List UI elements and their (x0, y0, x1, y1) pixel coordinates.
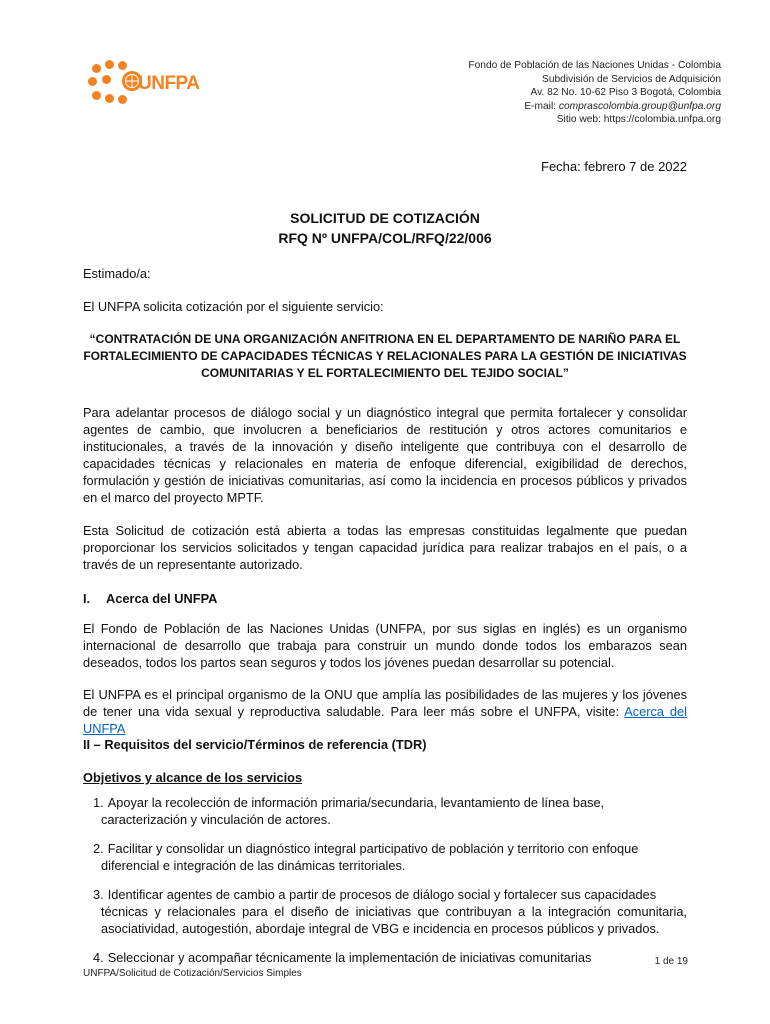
page-number: 1 de 19 (654, 956, 688, 967)
document-title: SOLICITUD DE COTIZACIÓN (290, 210, 480, 226)
org-address: Av. 82 No. 10-62 Piso 3 Bogotá, Colombia (530, 87, 721, 98)
email-label: E-mail: (524, 100, 559, 112)
org-name: Fondo de Población de las Naciones Unidas - Colombia (468, 60, 721, 71)
section-heading-requirements: II – Requisitos del servicio/Términos de referencia (TDR) (83, 737, 427, 752)
org-header (468, 59, 721, 127)
logo-wordmark: UNFPA (138, 73, 200, 94)
about-unfpa-link[interactable]: Acerca del UNFPA (83, 704, 687, 736)
list-item: 1. Apoyar la recolección de información primaria/secundaria, levantamiento de línea base, caracterización y vinculación de actores. (93, 795, 605, 827)
paragraph-about-unfpa: El Fondo de Población de las Naciones Unidas (UNFPA, por sus siglas en inglés) es un organismo internacional de desarrollo que trabaja para construir un mundo donde todos los embarazos sean deseados, todos los partos sean seguros y todos los jóvenes puedan desarrollar su potencial. (83, 621, 687, 670)
org-email[interactable]: comprascolombia.group@unfpa.org (558, 100, 721, 112)
org-website[interactable]: Sitio web: https://colombia.unfpa.org (556, 114, 721, 125)
list-item: 4. Seleccionar y acompañar técnicamente la implementación de iniciativas comunitarias (93, 950, 592, 965)
rfq-number: RFQ Nº UNFPA/COL/RFQ/22/006 (278, 230, 492, 246)
objectives-heading: Objetivos y alcance de los servicios (83, 770, 303, 785)
section-number: I. (83, 591, 91, 606)
section-label: Acerca del UNFPA (106, 591, 218, 606)
paragraph-eligibility: Esta Solicitud de cotización está abierta a todas las empresas constituidas legalmente que puedan proporcionar los servicios solicitados y tengan capacidad jurídica para realizar trabajos en el país, o a través de un representante autorizado. (83, 523, 687, 572)
paragraph-purpose: Para adelantar procesos de diálogo social y un diagnóstico integral que permita fortalecer y consolidar agentes de cambio, que involucren a beneficiarios de restitución y otros actores comunitarios e institucionales, a través de la innovación y diseño inteligente que contribuya con el desarrollo de capacidades técnicas y relacionales en materia de enfoque diferencial, exigibilidad de derechos, formulación y gestión de iniciativas comunitarias, así como la incidencia en procesos públicos y privados en el marco del proyecto MPTF. (83, 405, 687, 505)
list-item: 2. Facilitar y consolidar un diagnóstico integral participativo de población y territorio con enfoque diferencial e integración de las dinámicas territoriales. (93, 841, 639, 873)
service-title: “CONTRATACIÓN DE UNA ORGANIZACIÓN ANFITRIONA EN EL DEPARTAMENTO DE NARIÑO PARA EL FORTALECIMIENTO DE CAPACIDADES TÉCNICAS Y RELACIONALES PARA LA GESTIÓN DE INICIATIVAS COMUNITARIAS Y EL FORTALECIMIENTO DEL TEJIDO SOCIAL” (83, 332, 687, 380)
org-division: Subdivisión de Servicios de Adquisición (542, 73, 721, 85)
intro-text: El UNFPA solicita cotización por el siguiente servicio: (83, 299, 384, 314)
document-date: Fecha: febrero 7 de 2022 (541, 159, 687, 174)
greeting: Estimado/a: (83, 266, 151, 281)
paragraph-unfpa-mandate (83, 686, 687, 737)
org-email-line (468, 100, 721, 114)
paragraph-mandate-text: El UNFPA es el principal organismo de la ONU que amplía las posibilidades de las mujeres y los jóvenes de tener una vida sexual y reproductiva saludable. Para leer más sobre el UNFPA, visite: (83, 687, 687, 719)
unfpa-logo (88, 58, 200, 106)
objectives-list (83, 794, 687, 978)
list-item: 3. Identificar agentes de cambio a partir de procesos de diálogo social y fortalecer sus capacidades técnicas y relacionales para el diseño de iniciativas que contribuyan a la integración comunitaria, asociatividad, autogestión, abordaje integral de VBG e incidencia en procesos públicos y privados. (93, 887, 687, 936)
footer-text: UNFPA/Solicitud de Cotización/Servicios Simples (83, 968, 302, 979)
